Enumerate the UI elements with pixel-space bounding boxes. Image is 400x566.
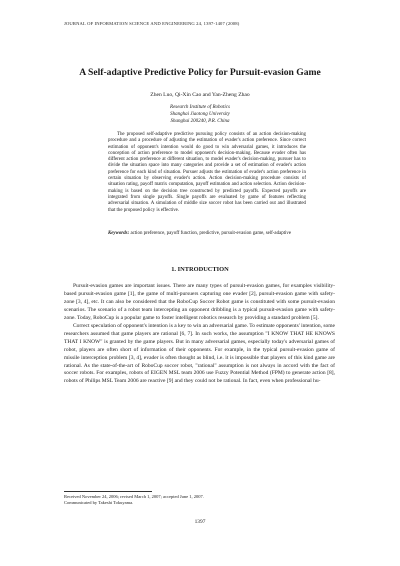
section-heading: 1. INTRODUCTION bbox=[171, 266, 229, 273]
paragraph: Pursuit-evasion games are important issues. There are many types of pursuit-evasion games, for examples visibility-based pursuit-evasion game [1], the game of multi-pursuers capturing one evader [2], pursuit-evasion game with safety-zone [3, 4], etc. It can also be considered that the RoboCup Soccer Robot game is constituted with some pursuit-evasion scenarios. The scenario of a robot team intercepting an opponent dribbling is a typical pursuit-evasion game with safety-zone. Today, RoboCup is a popular game to foster intelligent robotics research by providing a standard problem [5]. bbox=[64, 283, 335, 321]
footnote-received: Received November 24, 2006; revised March 1, 2007; accepted June 1, 2007. bbox=[64, 494, 204, 499]
footnote-communicated: Communicated by Takeshi Tokuyama. bbox=[64, 500, 134, 505]
author-list: Zhen Luo, Qi-Xin Cao and Yan-Zheng Zhao bbox=[150, 92, 250, 98]
paragraph: Correct speculation of opponent's intention is a key to win an adversarial game. To estimate opponents' intention, some researchers assumed that game players are rational [6, 7]. In such works, the assumption "I KNOW THAT HE KNOWS THAT I KNOW" is granted by the game players. But in many adversarial games, especially today's adversarial games of robot, players are often short of information of their opponents. For example, in the typical pursuit-evasion game of missile interception problem [3, 4], evader is often thought as blind, i.e. it is impossible that players of this kind game are rational. As the state-of-the-art of RoboCup soccer robot, "rational" assumption is not always in accord with the fact of soccer robots. For examples, robots of EIGEN MSL team 2006 use Fuzzy Potential Method (FPM) to generate action [8], robots of Philips MSL Team 2006 are reactive [9] and they could not be rational. In fact, even when professional hu- bbox=[64, 322, 335, 385]
keywords bbox=[108, 231, 306, 237]
keywords-text: action preference, payoff function, predictive, pursuit-evasion game, self-adaptive bbox=[130, 231, 291, 236]
body-text bbox=[64, 283, 335, 386]
affiliation-institute: Research Institute of Robotics bbox=[170, 105, 230, 110]
paper-title: A Self-adaptive Predictive Policy for Pursuit-evasion Game bbox=[79, 67, 321, 78]
keywords-label: Keywords: bbox=[108, 231, 130, 236]
journal-header: JOURNAL OF INFORMATION SCIENCE AND ENGINEERING 24, 1397-1407 (2008) bbox=[64, 21, 240, 26]
page-number: 1397 bbox=[194, 519, 206, 525]
footnote bbox=[64, 494, 204, 506]
affiliation-address: Shanghai 200240, P.R. China bbox=[170, 119, 230, 124]
footnote-rule bbox=[64, 491, 152, 492]
abstract: The proposed self-adaptive predictive pursuing policy consists of an action decision-making procedure and a procedure of adjusting the estimation of evader's action preference. Since correct estimation of opponent's intention would do good to win adversarial games, it introduces the conception of action preference to model opponent's decision-making. Because evader often has different action preference at different situation, to model evader's decision-making, pursuer has to divide the situation space into many categories and provide a set of estimation of evader's action preference for each kind of situation. Pursuer adjusts the estimation of evader's action preference in certain situation by observing evader's action. Action decision-making procedure consists of situation rating, payoff matrix computation, payoff estimation and action selection. Action decision-making is based on the decision tree constructed by predicted payoffs. Expected payoffs are integrated from single payoffs. Single payoffs are evaluated by game of features reflecting adversarial situation. A simulation of middle size soccer robot has been carried out and illustrated that the proposed policy is effective. bbox=[108, 132, 306, 213]
affiliation-university: Shanghai Jiaotong University bbox=[170, 112, 230, 117]
